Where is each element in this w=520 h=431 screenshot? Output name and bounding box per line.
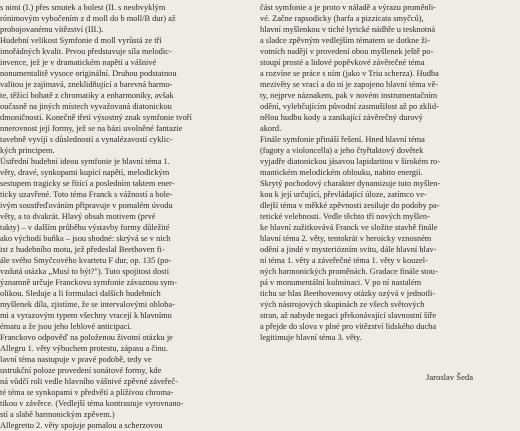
text-line: mezivěty se vrací a do ní je zapojeno hlavní téma vě- bbox=[260, 80, 439, 89]
text-line: ke hlavní zužitkovává Franck ve složite stavbě finále bbox=[260, 223, 438, 232]
text-line: Allegru 1. věty výbuchem protestu, zápasu a činu. bbox=[0, 344, 168, 353]
text-line: ématu a že jsou jeho lehlové anticipaci. bbox=[0, 322, 132, 331]
text-line: dmoničností. Konečně třetí výsostný znak symfonie tvoří bbox=[0, 113, 192, 122]
text-line: stí a slabě harmonickým zpěvem.) bbox=[0, 410, 115, 419]
text-line: vyjadře diatonickou jásavou lapidaritou v širokém ro- bbox=[260, 157, 441, 166]
text-line: olikou. Sleduje a li formulaci dalších hudebních bbox=[0, 289, 161, 298]
text-line: nělou hudbu kody a zanikající závěrečný durový bbox=[260, 113, 423, 122]
text-line: legitimuje hlavní téma 3. věty. bbox=[260, 333, 362, 342]
text-line: Franckovo odpověď na položenou životní otázku je bbox=[0, 333, 173, 342]
text-line: invence, jež je v dramatickém napětí a vášnivé bbox=[0, 58, 157, 67]
text-line: ivým soustřeďováním připravuje v pomalém úvodu bbox=[0, 201, 173, 210]
text-line: mi a vyrazovým typem všechny vracejí k hlavnímu bbox=[0, 311, 172, 320]
text-line: část symfonie a je proto v náladě a výrazu proměnli- bbox=[260, 3, 437, 12]
text-line: vých nástrojových skupinách ze všech světových bbox=[260, 300, 425, 309]
text-line: stran, až nabyde negaci překonávající slavnostní šíře bbox=[260, 311, 437, 320]
text-line: a sladce zpěvným vedlejším tématem se dotkne ži- bbox=[260, 36, 430, 45]
text-line: ustrukční poloze provedení sonátové formy, kde bbox=[0, 366, 162, 375]
text-line: sestupem tragicky se řítící a posledním taktem ener- bbox=[0, 179, 175, 188]
text-line: ných harmonických proměnách. Gradace finále stou- bbox=[260, 267, 438, 276]
text-line: valitou je zajímavá, zneklidňující a barevná harmo- bbox=[0, 80, 173, 89]
text-line: oučasně na jiných místech vyvažovaná diatonickou bbox=[0, 102, 172, 111]
text-line: věty, a to dvakrát. Hlavý obsah motivem (prvé bbox=[0, 212, 156, 221]
text-line: ná vůdčí roli vedle hlavního vášnivé zpěvné záveřeč- bbox=[0, 377, 178, 386]
text-line: rónimovým vybočením z d moll do b moll/B dur) až bbox=[0, 14, 176, 23]
text-line: stoupí prosté a lidové popěvkové závěrečné téma bbox=[260, 58, 425, 67]
text-line: takty) – v dalším průběhu výstavby formy důležité bbox=[0, 223, 170, 232]
text-line: kých principem. bbox=[0, 146, 55, 155]
text-line: věty, dravé, synkopami kupící napětí, melodickým bbox=[0, 168, 170, 177]
text-line: probojovanému vítězství (III.). bbox=[0, 25, 104, 34]
text-line: ní téma 1. věty a záveřečné téma 1. věty v kouzel- bbox=[260, 256, 428, 265]
text-line: kou k její určující, převládající úloze, zatímco ve- bbox=[260, 190, 427, 199]
text-line: tavebně vyvíjí s důsledností a vynalézavostí cyklic- bbox=[0, 135, 173, 144]
text-line: a rozvíne se práce s ním (jako v Triu scherza). Hudba bbox=[260, 69, 439, 78]
text-line: ist z hudebního motu, jež předeslal Beethoven fi- bbox=[0, 245, 165, 254]
text-line: vzdutá otázka „Musí to být?"). Tuto spojitost dosti bbox=[0, 267, 170, 276]
text-line: myšlenek díla, zjistíme, že se intervalovými obloba- bbox=[0, 300, 175, 309]
text-line: dlejší téma v měkké zpěvnosti zesiluje do podoby pa- bbox=[260, 201, 440, 210]
text-line: lavní téma nastupuje v pravé podobě, tedy ve bbox=[0, 355, 152, 364]
text-line: pá v monumentální kulminaci. V po ní nastalém bbox=[260, 278, 422, 287]
text-line: odění, vylehčujícím původní zasmušilost až po zklid- bbox=[260, 102, 439, 111]
text-line: s nimi (I.) přes smutek a bolest (II. s neobvyklým bbox=[0, 3, 166, 12]
text-line: te, těžící bohatě z chromatiky a enharmoniky, avšak bbox=[0, 91, 174, 100]
text-line: Allegretto 2. věty spojuje pomalou a scherzovou bbox=[0, 421, 163, 430]
text-line: imořádných kvalit. Prvou představuje síla melodic- bbox=[0, 47, 172, 56]
text-line: mantickém melodickém oblouku, nabito energií. bbox=[260, 168, 423, 177]
right-text-column bbox=[260, 2, 504, 343]
left-text-column bbox=[0, 2, 236, 431]
text-line: ticky uzavřené. Toto téma Franck s vážností a bole- bbox=[0, 190, 173, 199]
author-signature: Jaroslav Šeda bbox=[426, 372, 474, 382]
text-line: ále svého Smyčcového kvartetu F dur, op. 135 (po- bbox=[0, 256, 172, 265]
text-line: ýznamně určuje Franckovu symfonie závaznou sym- bbox=[0, 278, 177, 287]
text-line: nonumentalitě vysoce originální. Druhou podstatnou bbox=[0, 69, 177, 78]
text-line: tikou v závěrce. (Vedlejší téma kontrastuje vyrovnano- bbox=[0, 399, 184, 408]
text-line: tichu se hlas Beethovenovy otázky ozývá v jednotli- bbox=[260, 289, 436, 298]
text-line: (fagoty a violoncella) a jeho čtyřtaktový dovětek bbox=[260, 146, 424, 155]
text-line: nnerovnost její formy, jež se na bázi uvolněné fantazie bbox=[0, 124, 183, 133]
text-line: hlavní téma 2. věty, tentokrát v heroicky vznosném bbox=[260, 234, 432, 243]
text-line: votních nadějí v provedení obou myšlenek ještě po- bbox=[260, 47, 434, 56]
text-line: odění a jindé v mysteriózním svitu, dále hlavní hlav- bbox=[260, 245, 437, 254]
text-line: Ústřední hudební ideou symfonie je hlavní téma 1. bbox=[0, 157, 170, 166]
text-line: ako východí buňka – jsou shodné: skrývá se v nich bbox=[0, 234, 171, 243]
text-line: akord. bbox=[260, 124, 282, 133]
text-line: a přejde do slova v plné pro vítězství lidského ducha bbox=[260, 322, 437, 331]
text-line: tetické velebnosti. Vedle těchto tří nových myšlen- bbox=[260, 212, 430, 221]
text-line: Skrytý pochodový charakter dynamizuje tuto myšlen- bbox=[260, 179, 441, 188]
text-line: ty, nejprve náznakem, pak v novém instrumentačním bbox=[260, 91, 438, 100]
text-line: vé. Začne rapsodicky (harfa a pizzicata smyčců), bbox=[260, 14, 424, 23]
text-line: té téma se synkopami v předvětí a plížívou chroma- bbox=[0, 388, 174, 397]
text-line: Finále symfonie přináší řešení. Hned hlavní téma bbox=[260, 135, 425, 144]
text-line: Hudební velikost Symfonie d moll vyrůstá ze tří bbox=[0, 36, 162, 45]
text-line: hlavní myšlenkou v tiché lyrické nádhře u tesknotná bbox=[260, 25, 436, 34]
